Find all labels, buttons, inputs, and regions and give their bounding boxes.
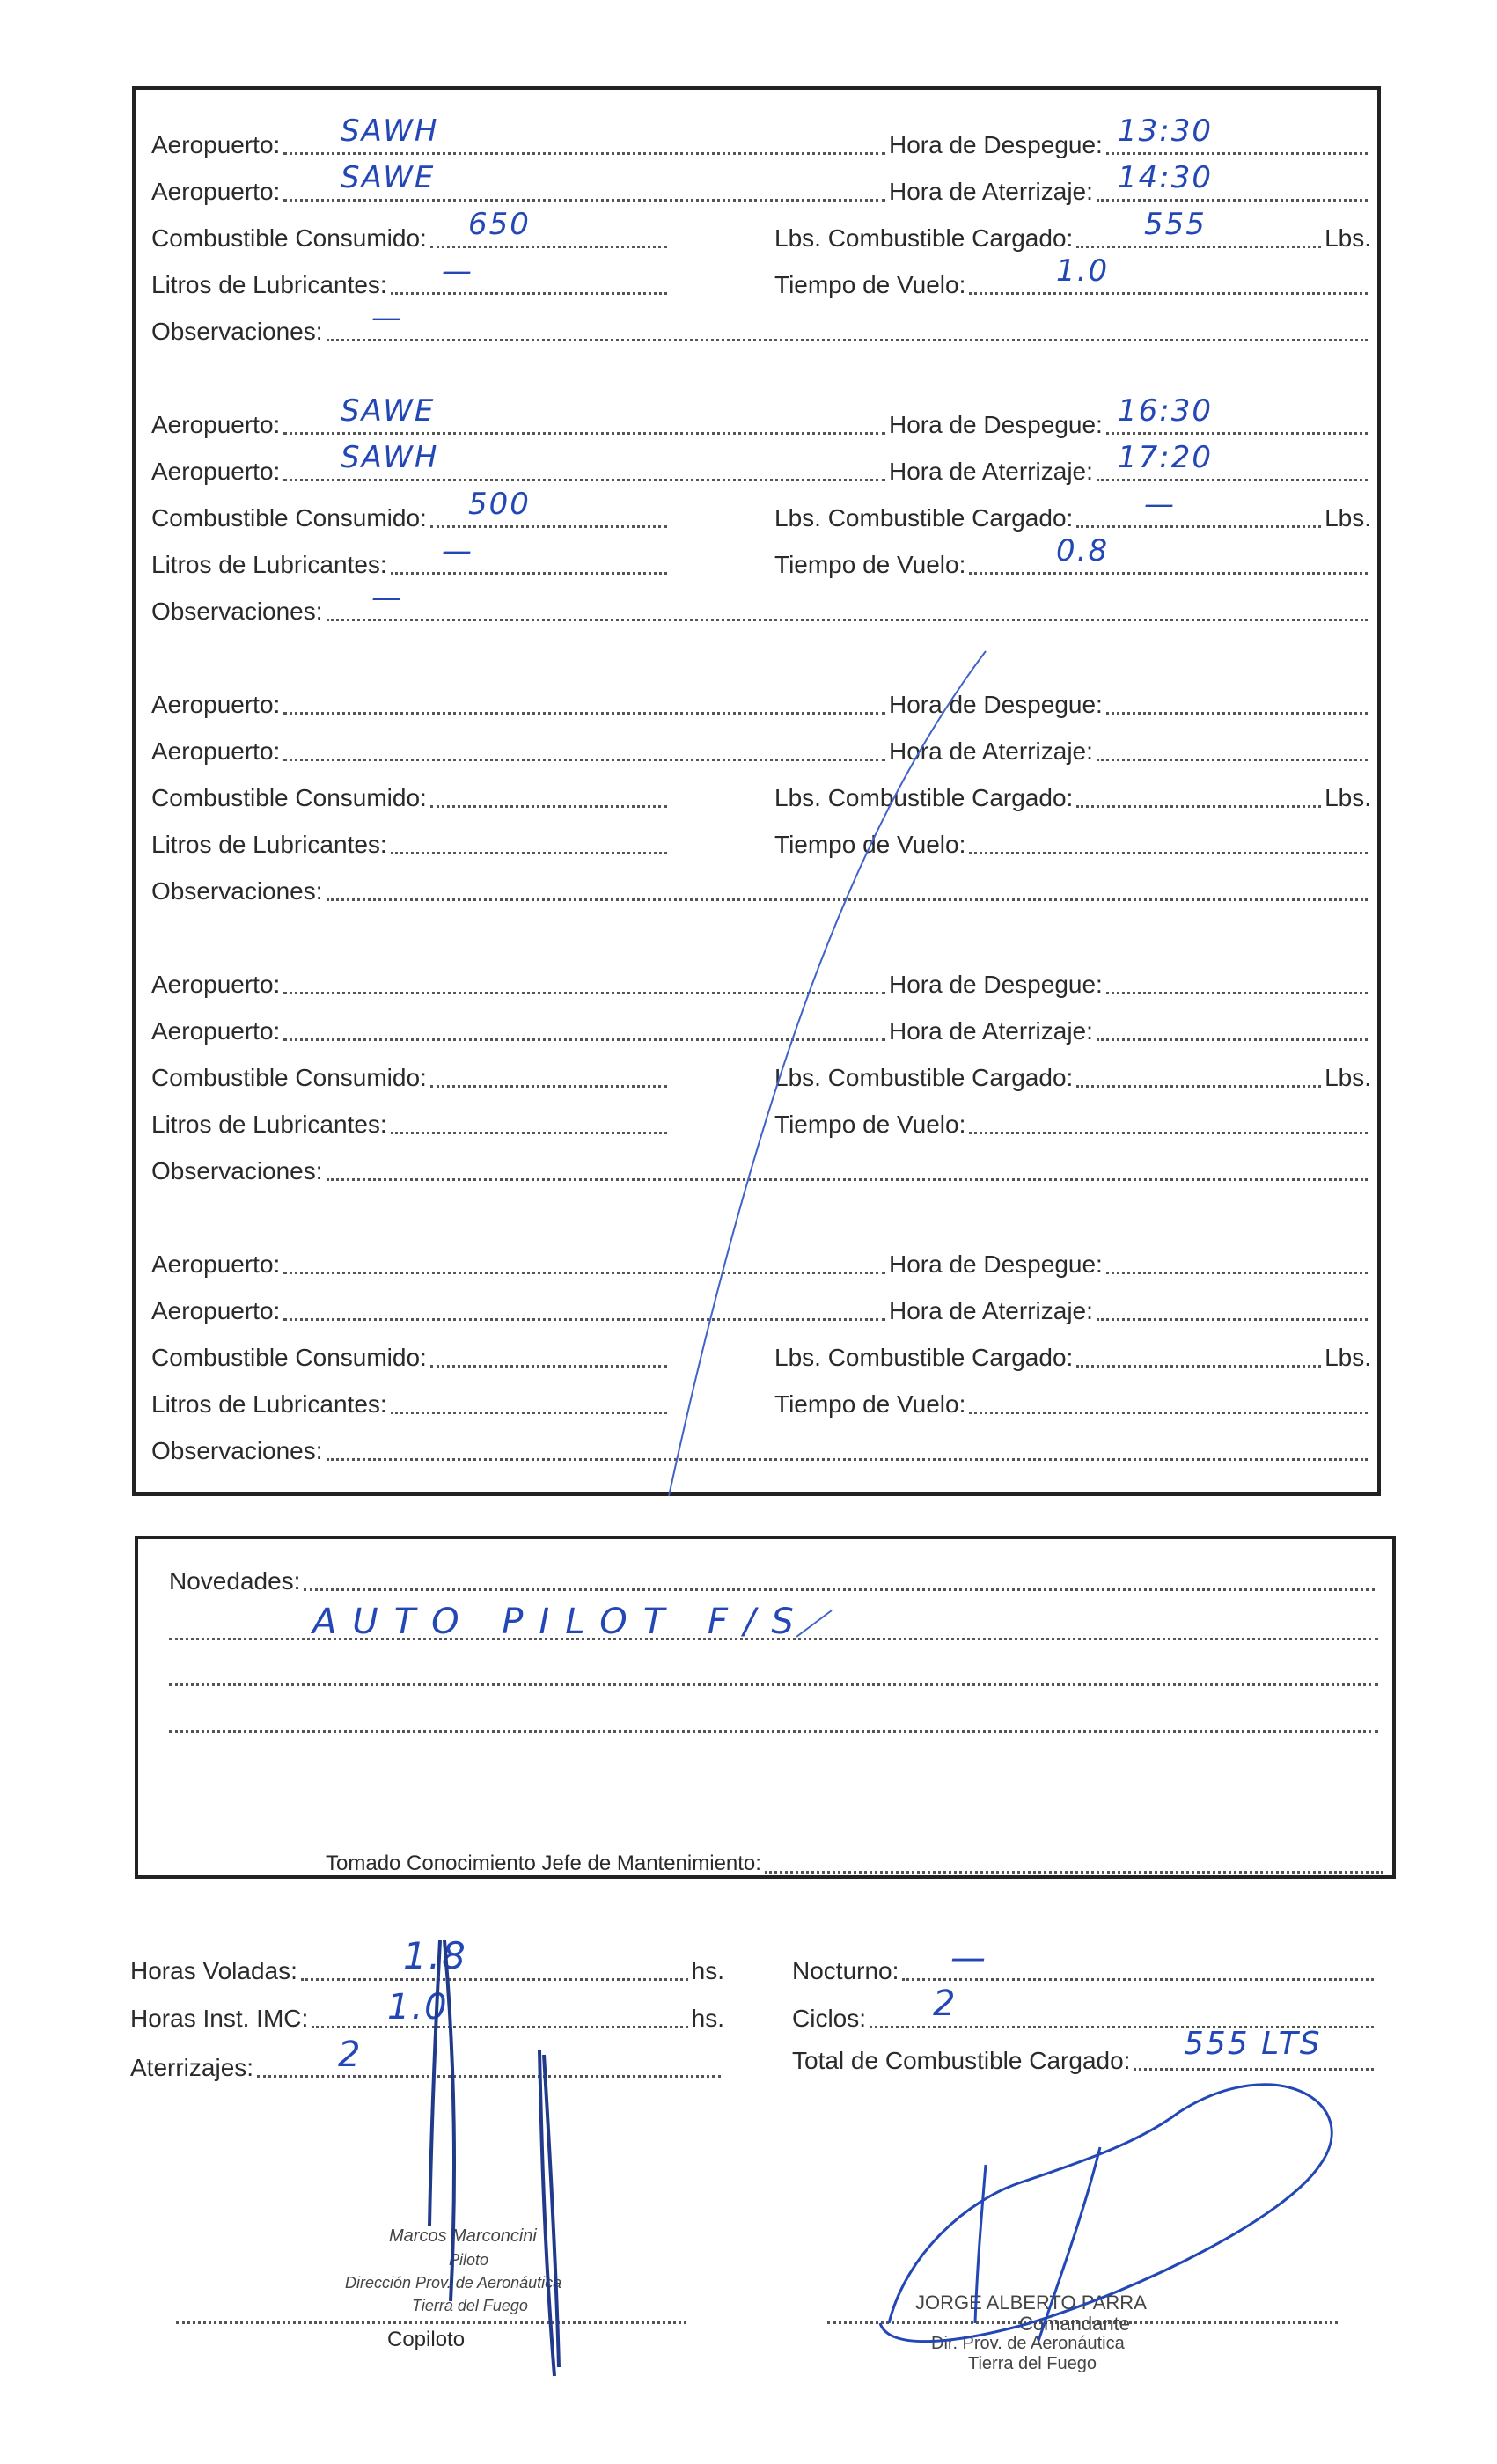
hora-despegue-label: Hora de Despegue:: [889, 411, 1103, 438]
litros-lubricantes-label: Litros de Lubricantes:: [151, 271, 387, 298]
tiempo-vuelo-label: Tiempo de Vuelo:: [774, 551, 966, 578]
combustible-cargado-label: Lbs. Combustible Cargado:: [774, 784, 1074, 811]
litros-lubricantes-value-2: —: [442, 533, 473, 568]
observaciones-value-1: —: [371, 300, 403, 335]
hora-aterrizaje-label: Hora de Aterrizaje:: [889, 458, 1093, 485]
comandante-signature: [880, 2085, 1332, 2342]
aeropuerto-salida-label: Aeropuerto:: [151, 411, 281, 438]
observaciones-label: Observaciones:: [151, 1157, 323, 1184]
aeropuerto-salida-label: Aeropuerto:: [151, 1250, 281, 1278]
litros-lubricantes-value-1: —: [442, 253, 473, 289]
observaciones-label: Observaciones:: [151, 1437, 323, 1464]
combustible-consumido-label: Combustible Consumido:: [151, 504, 427, 532]
aeropuerto-salida-value-1: SAWH: [341, 114, 439, 149]
hs-suffix: hs.: [691, 2005, 724, 2032]
hs-suffix: hs.: [691, 1957, 724, 1984]
litros-lubricantes-label: Litros de Lubricantes:: [151, 831, 387, 858]
hora-aterrizaje-label: Hora de Aterrizaje:: [889, 1297, 1093, 1324]
aeropuerto-llegada-label: Aeropuerto:: [151, 1297, 281, 1324]
tiempo-vuelo-value-2: 0.8: [1056, 533, 1110, 568]
aeropuerto-llegada-label: Aeropuerto:: [151, 1017, 281, 1045]
combustible-consumido-label: Combustible Consumido:: [151, 1344, 427, 1371]
combustible-cargado-label: Lbs. Combustible Cargado:: [774, 1064, 1074, 1091]
tiempo-vuelo-value-1: 1.0: [1056, 253, 1110, 289]
comandante-stamp-dir: Dir. Prov. de Aeronáutica: [931, 2334, 1125, 2353]
jefe-mantenimiento-label: Tomado Conocimiento Jefe de Mantenimiento:: [326, 1852, 761, 1875]
aeropuerto-llegada-label: Aeropuerto:: [151, 178, 281, 205]
hora-aterrizaje-value-1: 14:30: [1118, 160, 1213, 195]
aeropuerto-salida-label: Aeropuerto:: [151, 971, 281, 998]
tiempo-vuelo-label: Tiempo de Vuelo:: [774, 831, 966, 858]
aeropuerto-llegada-label: Aeropuerto:: [151, 737, 281, 765]
nocturno-label: Nocturno:: [792, 1957, 899, 1984]
copiloto-stamp-name: Marcos Marconcini: [389, 2226, 537, 2246]
aeropuerto-llegada-value-2: SAWH: [341, 440, 439, 475]
novedades-text: AUTO PILOT F/S: [312, 1602, 810, 1642]
hora-aterrizaje-label: Hora de Aterrizaje:: [889, 178, 1093, 205]
hora-aterrizaje-value-2: 17:20: [1118, 440, 1213, 475]
aeropuerto-salida-value-2: SAWE: [341, 393, 436, 429]
total-combustible-value: 555 LTS: [1184, 2026, 1322, 2062]
litros-lubricantes-label: Litros de Lubricantes:: [151, 551, 387, 578]
aterrizajes-label: Aterrizajes:: [130, 2054, 254, 2081]
combustible-consumido-label: Combustible Consumido:: [151, 784, 427, 811]
ciclos-label: Ciclos:: [792, 2005, 867, 2032]
aeropuerto-salida-label: Aeropuerto:: [151, 131, 281, 158]
novedades-slash-stroke: [796, 1610, 832, 1637]
combustible-consumido-label: Combustible Consumido:: [151, 224, 427, 252]
litros-lubricantes-label: Litros de Lubricantes:: [151, 1111, 387, 1138]
combustible-consumido-label: Combustible Consumido:: [151, 1064, 427, 1091]
hora-despegue-label: Hora de Despegue:: [889, 1250, 1103, 1278]
hora-despegue-value-2: 16:30: [1118, 393, 1213, 429]
nocturno-value: —: [950, 1938, 987, 1978]
horas-voladas-value: 1.8: [403, 1934, 467, 1977]
observaciones-value-2: —: [371, 580, 403, 615]
combustible-cargado-label: Lbs. Combustible Cargado:: [774, 1344, 1074, 1371]
horas-voladas-label: Horas Voladas:: [130, 1957, 297, 1984]
copiloto-stamp-role: Piloto: [449, 2251, 489, 2269]
novedades-label: Novedades:: [169, 1567, 301, 1595]
hora-despegue-label: Hora de Despegue:: [889, 691, 1103, 718]
hora-despegue-label: Hora de Despegue:: [889, 971, 1103, 998]
combustible-cargado-label: Lbs. Combustible Cargado:: [774, 224, 1074, 252]
tiempo-vuelo-label: Tiempo de Vuelo:: [774, 1111, 966, 1138]
total-combustible-label: Total de Combustible Cargado:: [792, 2047, 1131, 2074]
hora-despegue-value-1: 13:30: [1118, 114, 1213, 149]
copiloto-stamp-place: Tierra del Fuego: [412, 2297, 528, 2314]
comandante-stamp-name: JORGE ALBERTO PARRA: [915, 2292, 1147, 2314]
hora-aterrizaje-label: Hora de Aterrizaje:: [889, 1017, 1093, 1045]
lbs-suffix: Lbs.: [1325, 1064, 1371, 1091]
lbs-suffix: Lbs.: [1325, 504, 1371, 532]
observaciones-label: Observaciones:: [151, 877, 323, 905]
horas-imc-label: Horas Inst. IMC:: [130, 2005, 309, 2032]
aeropuerto-salida-label: Aeropuerto:: [151, 691, 281, 718]
copiloto-label: Copiloto: [387, 2328, 466, 2351]
lbs-suffix: Lbs.: [1325, 784, 1371, 811]
tiempo-vuelo-label: Tiempo de Vuelo:: [774, 1390, 966, 1418]
aeropuerto-llegada-value-1: SAWE: [341, 160, 436, 195]
lbs-suffix: Lbs.: [1325, 224, 1371, 252]
aterrizajes-value: 2: [338, 2035, 363, 2075]
lbs-suffix: Lbs.: [1325, 1344, 1371, 1371]
tiempo-vuelo-label: Tiempo de Vuelo:: [774, 271, 966, 298]
copiloto-signature: [429, 1940, 559, 2376]
observaciones-label: Observaciones:: [151, 598, 323, 625]
aeropuerto-llegada-label: Aeropuerto:: [151, 458, 281, 485]
observaciones-label: Observaciones:: [151, 318, 323, 345]
horas-imc-value: 1.0: [387, 1987, 449, 2028]
combustible-consumido-value-2: 500: [468, 487, 531, 522]
comandante-stamp-role: Comandante: [1019, 2313, 1130, 2335]
litros-lubricantes-label: Litros de Lubricantes:: [151, 1390, 387, 1418]
combustible-cargado-value-2: —: [1144, 487, 1176, 522]
cancel-diagonal-stroke: [669, 651, 986, 1496]
ciclos-value: 2: [933, 1984, 958, 2024]
copiloto-stamp-dir: Dirección Prov. de Aeronáutica: [345, 2274, 562, 2292]
combustible-consumido-value-1: 650: [468, 207, 531, 242]
hora-aterrizaje-label: Hora de Aterrizaje:: [889, 737, 1093, 765]
combustible-cargado-label: Lbs. Combustible Cargado:: [774, 504, 1074, 532]
comandante-stamp-place: Tierra del Fuego: [968, 2354, 1097, 2373]
hora-despegue-label: Hora de Despegue:: [889, 131, 1103, 158]
combustible-cargado-value-1: 555: [1144, 207, 1207, 242]
